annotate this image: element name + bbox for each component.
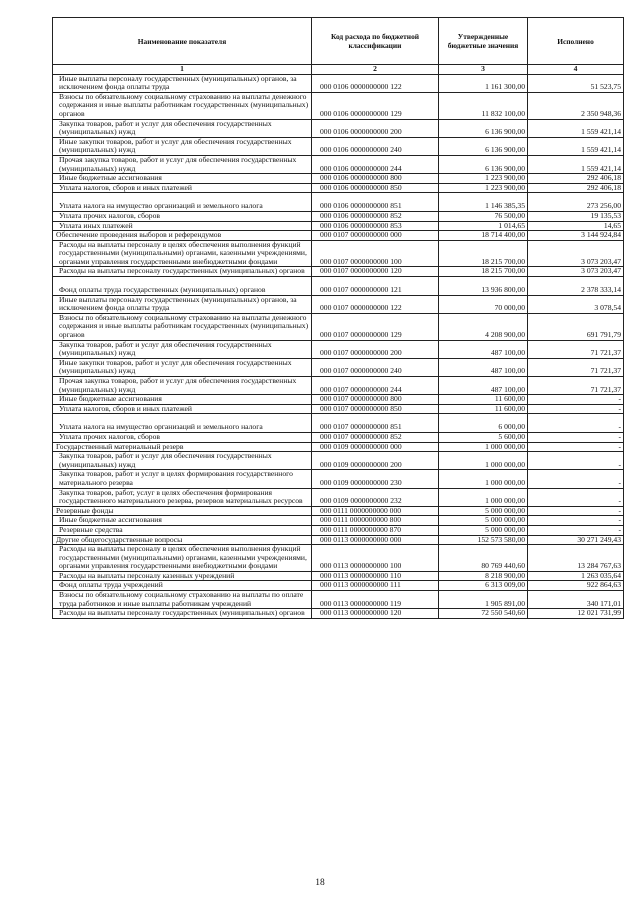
row-code-cell: 000 0107 0000000000 121	[312, 277, 439, 296]
row-code-cell: 000 0107 0000000000 852	[312, 432, 439, 442]
row-code-cell: 000 0107 0000000000 244	[312, 377, 439, 395]
column-number-row	[53, 65, 624, 75]
row-name-cell: Закупка товаров, работ и услуг в целях формирования государственного материального резерва	[53, 470, 312, 488]
row-approved-cell: 1 014,65	[439, 221, 528, 231]
row-code-cell: 000 0106 0000000000 122	[312, 74, 439, 92]
table-row	[53, 358, 624, 376]
row-approved-cell: 1 223 900,00	[439, 174, 528, 184]
row-approved-cell: 1 146 385,35	[439, 193, 528, 212]
row-executed-cell: 14,65	[528, 221, 624, 231]
row-code-cell: 000 0109 0000000000 232	[312, 488, 439, 506]
row-name-cell: Резервные средства	[53, 525, 312, 535]
row-approved-cell: 1 000 000,00	[439, 488, 528, 506]
row-code-cell: 000 0113 0000000000 000	[312, 535, 439, 545]
row-name-cell: Расходы на выплаты персоналу в целях обеспечения выполнения функций государственными (муниципальными) органами, казенными учреждениями, органами управления государственными внебюджетными фондами	[53, 240, 312, 267]
table-row	[53, 470, 624, 488]
row-code-cell: 000 0109 0000000000 200	[312, 452, 439, 470]
row-name-cell: Иные выплаты персоналу государственных (муниципальных) органов, за исключением фонда оплаты труда	[53, 295, 312, 313]
row-name-cell: Уплата прочих налогов, сборов	[53, 211, 312, 221]
row-approved-cell: 487 100,00	[439, 377, 528, 395]
row-code-cell: 000 0111 0000000000 000	[312, 506, 439, 516]
row-name-cell: Взносы по обязательному социальному страхованию на выплаты по оплате труда работников и иные выплаты работникам учреждений	[53, 591, 312, 609]
row-code-cell: 000 0106 0000000000 240	[312, 137, 439, 155]
row-code-cell: 000 0106 0000000000 853	[312, 221, 439, 231]
row-executed-cell: 12 021 731,99	[528, 609, 624, 619]
row-approved-cell: 487 100,00	[439, 340, 528, 358]
row-executed-cell: 340 171,01	[528, 591, 624, 609]
column-number: 1	[53, 65, 312, 75]
row-approved-cell: 5 600,00	[439, 432, 528, 442]
row-name-cell: Фонд оплаты труда государственных (муниципальных) органов	[53, 277, 312, 296]
row-name-cell: Иные бюджетные ассигнования	[53, 395, 312, 405]
row-executed-cell: 3 078,54	[528, 295, 624, 313]
row-code-cell: 000 0106 0000000000 850	[312, 183, 439, 193]
row-executed-cell: 273 256,00	[528, 193, 624, 212]
row-code-cell: 000 0113 0000000000 110	[312, 571, 439, 581]
table-row	[53, 313, 624, 340]
row-executed-cell: -	[528, 516, 624, 526]
row-executed-cell: -	[528, 442, 624, 452]
row-name-cell: Уплата налога на имущество организаций и земельного налога	[53, 193, 312, 212]
row-executed-cell: 1 559 421,14	[528, 155, 624, 173]
row-approved-cell: 1 223 900,00	[439, 183, 528, 193]
row-name-cell: Закупка товаров, работ, услуг в целях обеспечения формирования государственного материального резерва, резервов материальных ресурсов	[53, 488, 312, 506]
row-executed-cell: 51 523,75	[528, 74, 624, 92]
row-approved-cell: 1 000 000,00	[439, 470, 528, 488]
table-row	[53, 174, 624, 184]
row-approved-cell: 18 215 700,00	[439, 240, 528, 267]
table-row	[53, 295, 624, 313]
table-row	[53, 432, 624, 442]
table-row	[53, 442, 624, 452]
row-code-cell: 000 0107 0000000000 120	[312, 267, 439, 277]
row-name-cell: Иные закупки товаров, работ и услуг для обеспечения государственных (муниципальных) нужд	[53, 137, 312, 155]
row-name-cell: Уплата прочих налогов, сборов	[53, 432, 312, 442]
row-approved-cell: 18 215 700,00	[439, 267, 528, 277]
row-executed-cell: 19 135,53	[528, 211, 624, 221]
row-approved-cell: 72 550 540,60	[439, 609, 528, 619]
table-row	[53, 267, 624, 277]
row-code-cell: 000 0106 0000000000 852	[312, 211, 439, 221]
table-row	[53, 591, 624, 609]
row-name-cell: Резервные фонды	[53, 506, 312, 516]
row-name-cell: Уплата налога на имущество организаций и земельного налога	[53, 414, 312, 433]
table-body	[53, 74, 624, 618]
row-name-cell: Расходы на выплаты персоналу государственных (муниципальных) органов	[53, 267, 312, 277]
row-approved-cell: 70 000,00	[439, 295, 528, 313]
row-approved-cell: 5 000 000,00	[439, 525, 528, 535]
row-name-cell: Уплата налогов, сборов и иных платежей	[53, 404, 312, 414]
row-approved-cell: 1 000 000,00	[439, 442, 528, 452]
row-name-cell: Взносы по обязательному социальному страхованию на выплаты денежного содержания и иные выплаты работникам государственных (муниципальных) органов	[53, 313, 312, 340]
row-code-cell: 000 0106 0000000000 800	[312, 174, 439, 184]
table-row	[53, 231, 624, 241]
table-row	[53, 211, 624, 221]
row-code-cell: 000 0107 0000000000 240	[312, 358, 439, 376]
row-approved-cell: 6 000,00	[439, 414, 528, 433]
row-executed-cell: 1 559 421,14	[528, 137, 624, 155]
budget-expenditure-table	[52, 17, 624, 619]
table-row	[53, 452, 624, 470]
table-row	[53, 137, 624, 155]
column-number: 4	[528, 65, 624, 75]
row-executed-cell: 292 406,18	[528, 183, 624, 193]
row-name-cell: Государственный материальный резерв	[53, 442, 312, 452]
row-executed-cell: 3 073 203,47	[528, 267, 624, 277]
row-name-cell: Иные закупки товаров, работ и услуг для обеспечения государственных (муниципальных) нужд	[53, 358, 312, 376]
table-row	[53, 119, 624, 137]
row-approved-cell: 5 000 000,00	[439, 506, 528, 516]
row-name-cell: Уплата иных платежей	[53, 221, 312, 231]
table-row	[53, 609, 624, 619]
table-row	[53, 395, 624, 405]
row-name-cell: Прочая закупка товаров, работ и услуг для обеспечения государственных (муниципальных) нужд	[53, 377, 312, 395]
row-name-cell: Другие общегосударственные вопросы	[53, 535, 312, 545]
table-row	[53, 545, 624, 572]
table-row	[53, 74, 624, 92]
row-code-cell: 000 0107 0000000000 800	[312, 395, 439, 405]
row-code-cell: 000 0107 0000000000 122	[312, 295, 439, 313]
row-approved-cell: 4 208 900,00	[439, 313, 528, 340]
row-approved-cell: 80 769 440,60	[439, 545, 528, 572]
table-row	[53, 155, 624, 173]
table-row	[53, 92, 624, 119]
row-executed-cell: 2 350 948,36	[528, 92, 624, 119]
row-approved-cell: 5 000 000,00	[439, 516, 528, 526]
row-name-cell: Закупка товаров, работ и услуг для обеспечения государственных (муниципальных) нужд	[53, 119, 312, 137]
table-row	[53, 240, 624, 267]
row-executed-cell: -	[528, 525, 624, 535]
table-row	[53, 340, 624, 358]
row-name-cell: Прочая закупка товаров, работ и услуг для обеспечения государственных (муниципальных) нужд	[53, 155, 312, 173]
row-executed-cell: 30 271 249,43	[528, 535, 624, 545]
header-approved: Утвержденные бюджетные значения	[439, 18, 528, 65]
row-approved-cell: 1 905 891,00	[439, 591, 528, 609]
row-name-cell: Расходы на выплаты персоналу государственных (муниципальных) органов	[53, 609, 312, 619]
row-approved-cell: 11 600,00	[439, 395, 528, 405]
row-code-cell: 000 0107 0000000000 850	[312, 404, 439, 414]
row-executed-cell: -	[528, 404, 624, 414]
row-approved-cell: 6 136 900,00	[439, 155, 528, 173]
header-executed: Исполнено	[528, 18, 624, 65]
row-executed-cell: 71 721,37	[528, 340, 624, 358]
row-code-cell: 000 0109 0000000000 000	[312, 442, 439, 452]
row-approved-cell: 487 100,00	[439, 358, 528, 376]
row-code-cell: 000 0113 0000000000 120	[312, 609, 439, 619]
row-approved-cell: 6 136 900,00	[439, 137, 528, 155]
row-name-cell: Иные бюджетные ассигнования	[53, 516, 312, 526]
row-code-cell: 000 0107 0000000000 200	[312, 340, 439, 358]
row-code-cell: 000 0113 0000000000 111	[312, 581, 439, 591]
table-row	[53, 535, 624, 545]
row-executed-cell: 292 406,18	[528, 174, 624, 184]
row-code-cell: 000 0107 0000000000 100	[312, 240, 439, 267]
row-executed-cell: 2 378 333,14	[528, 277, 624, 296]
row-code-cell: 000 0107 0000000000 000	[312, 231, 439, 241]
row-executed-cell: 922 864,63	[528, 581, 624, 591]
row-executed-cell: -	[528, 414, 624, 433]
table-row	[53, 404, 624, 414]
row-code-cell: 000 0107 0000000000 851	[312, 414, 439, 433]
row-code-cell: 000 0113 0000000000 119	[312, 591, 439, 609]
column-number: 2	[312, 65, 439, 75]
table-row	[53, 506, 624, 516]
budget-table-container	[52, 17, 623, 619]
table-row	[53, 183, 624, 193]
row-approved-cell: 13 936 800,00	[439, 277, 528, 296]
table-row	[53, 581, 624, 591]
row-name-cell: Расходы на выплаты персоналу в целях обеспечения выполнения функций государственными (муниципальными) органами, казенными учреждениями, органами управления государственными внебюджетными фондами	[53, 545, 312, 572]
table-row	[53, 193, 624, 212]
row-executed-cell: 1 263 035,64	[528, 571, 624, 581]
row-code-cell: 000 0113 0000000000 100	[312, 545, 439, 572]
row-executed-cell: -	[528, 488, 624, 506]
row-name-cell: Закупка товаров, работ и услуг для обеспечения государственных (муниципальных) нужд	[53, 452, 312, 470]
table-row	[53, 516, 624, 526]
page-number: 18	[315, 878, 325, 888]
table-row	[53, 488, 624, 506]
row-code-cell: 000 0106 0000000000 851	[312, 193, 439, 212]
row-executed-cell: -	[528, 432, 624, 442]
row-executed-cell: 1 559 421,14	[528, 119, 624, 137]
row-approved-cell: 11 832 100,00	[439, 92, 528, 119]
row-approved-cell: 1 161 300,00	[439, 74, 528, 92]
row-executed-cell: -	[528, 506, 624, 516]
row-approved-cell: 18 714 400,00	[439, 231, 528, 241]
row-name-cell: Расходы на выплаты персоналу казенных учреждений	[53, 571, 312, 581]
row-executed-cell: 71 721,37	[528, 358, 624, 376]
row-code-cell: 000 0109 0000000000 230	[312, 470, 439, 488]
row-code-cell: 000 0107 0000000000 129	[312, 313, 439, 340]
table-row	[53, 525, 624, 535]
table-row	[53, 377, 624, 395]
header-code: Код расхода по бюджетной классификации	[312, 18, 439, 65]
row-name-cell: Уплата налогов, сборов и иных платежей	[53, 183, 312, 193]
column-number: 3	[439, 65, 528, 75]
row-approved-cell: 6 313 009,00	[439, 581, 528, 591]
row-name-cell: Иные бюджетные ассигнования	[53, 174, 312, 184]
row-executed-cell: 13 284 767,63	[528, 545, 624, 572]
table-header-row	[53, 18, 624, 65]
row-code-cell: 000 0106 0000000000 244	[312, 155, 439, 173]
table-row	[53, 221, 624, 231]
row-code-cell: 000 0106 0000000000 200	[312, 119, 439, 137]
table-row	[53, 571, 624, 581]
row-executed-cell: 3 073 203,47	[528, 240, 624, 267]
row-name-cell: Фонд оплаты труда учреждений	[53, 581, 312, 591]
row-approved-cell: 76 500,00	[439, 211, 528, 221]
row-code-cell: 000 0111 0000000000 870	[312, 525, 439, 535]
row-executed-cell: -	[528, 395, 624, 405]
row-executed-cell: -	[528, 452, 624, 470]
row-name-cell: Закупка товаров, работ и услуг для обеспечения государственных (муниципальных) нужд	[53, 340, 312, 358]
table-row	[53, 414, 624, 433]
row-approved-cell: 152 573 580,00	[439, 535, 528, 545]
row-name-cell: Взносы по обязательному социальному страхованию на выплаты денежного содержания и иные выплаты работникам государственных (муниципальных) органов	[53, 92, 312, 119]
row-code-cell: 000 0111 0000000000 800	[312, 516, 439, 526]
row-executed-cell: 3 144 924,84	[528, 231, 624, 241]
row-code-cell: 000 0106 0000000000 129	[312, 92, 439, 119]
row-name-cell: Обеспечение проведения выборов и референдумов	[53, 231, 312, 241]
row-name-cell: Иные выплаты персоналу государственных (муниципальных) органов, за исключением фонда оплаты труда	[53, 74, 312, 92]
row-executed-cell: 71 721,37	[528, 377, 624, 395]
row-executed-cell: -	[528, 470, 624, 488]
header-name: Наименование показателя	[53, 18, 312, 65]
row-executed-cell: 691 791,79	[528, 313, 624, 340]
table-row	[53, 277, 624, 296]
row-approved-cell: 1 000 000,00	[439, 452, 528, 470]
row-approved-cell: 6 136 900,00	[439, 119, 528, 137]
row-approved-cell: 11 600,00	[439, 404, 528, 414]
row-approved-cell: 8 218 900,00	[439, 571, 528, 581]
